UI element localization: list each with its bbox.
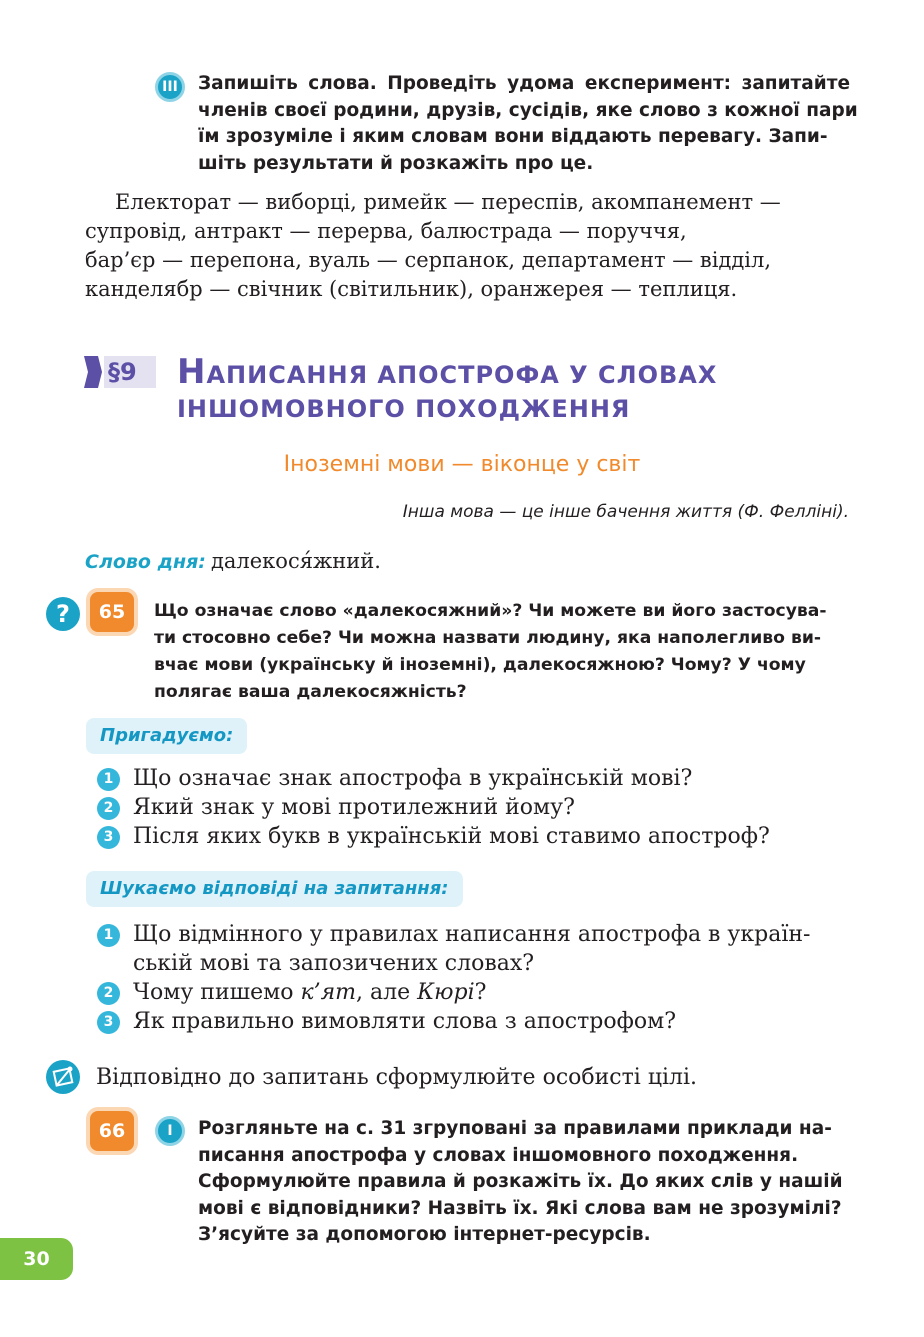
epigraph: Інша мова — це інше бачення життя (Ф. Фелліні).	[402, 502, 849, 522]
word-of-day-label: Слово дня:	[85, 551, 206, 573]
recall-num: 1	[97, 768, 120, 791]
search-item-1	[133, 920, 810, 978]
task-number-badge: 65	[90, 592, 134, 632]
goals-icon	[46, 1060, 80, 1094]
search-item-1-line: ській мові та запозичених словах?	[133, 951, 535, 976]
task66-line: Сформулюйте правила й розкажіть їх. До яких слів у нашій	[198, 1171, 843, 1192]
task65-line: ти стосовно себе? Чи можна назвати людину, яка наполегливо ви-	[154, 628, 822, 648]
task65-line: вчає мови (українську й іноземні), далекосяжною? Чому? У чому	[154, 655, 806, 675]
task-level-badge: I	[155, 1116, 185, 1146]
words-paragraph	[85, 188, 850, 304]
words-line: канделябр — свічник (світильник), оранжерея — теплиця.	[85, 277, 738, 301]
search-item-2-word: к’ят	[300, 980, 357, 1005]
words-line: супровід, антракт — перерва, балюстрада — поруччя,	[85, 219, 687, 243]
search-item-2-mid: , але	[356, 980, 418, 1005]
task66-text	[198, 1116, 850, 1249]
task66-line: мові є відповідники? Назвіть їх. Які слова вам не зрозумілі?	[198, 1197, 842, 1219]
search-num: 3	[97, 1011, 120, 1034]
recall-num: 3	[97, 826, 120, 849]
word-of-day-word: далекося́жний.	[210, 549, 381, 573]
section-marker	[84, 356, 156, 388]
task65-line: Що означає слово «далекосяжний»? Чи можете ви його застосува-	[154, 601, 827, 621]
search-item-2-post: ?	[474, 980, 487, 1005]
task65-text	[154, 598, 854, 706]
task66-line: Розгляньте на с. 31 згруповані за правилами приклади на-	[198, 1118, 832, 1139]
recall-item: Який знак у мові протилежний йому?	[133, 795, 575, 820]
words-line: бар’єр — перепона, вуаль — серпанок, департамент — відділ,	[85, 248, 772, 272]
search-num: 1	[97, 924, 120, 947]
section-title-cap: Н	[177, 352, 207, 392]
recall-item: Що означає знак апострофа в українській мові?	[133, 766, 693, 791]
section-title-line2-text: ІНШОМОВНОГО ПОХОДЖЕННЯ	[177, 395, 631, 423]
task-top-text	[198, 71, 858, 177]
task-number-badge: 66	[90, 1111, 134, 1151]
task-top-line: Запишіть слова. Проведіть удома експеримент: запитайте	[198, 73, 850, 94]
search-item-1-line: Що відмінного у правилах написання апострофа в україн-	[133, 922, 811, 947]
goals-text: Відповідно до запитань сформулюйте особисті цілі.	[96, 1065, 698, 1090]
search-item-2	[133, 978, 486, 1007]
section-number: §9	[108, 358, 137, 386]
question-icon: ?	[46, 597, 80, 631]
section-title-line2	[177, 392, 630, 426]
task-top-line: їм зрозуміле і яким словам вони віддають перевагу. Запи-	[198, 126, 828, 147]
task-top-line: шіть результати й розкажіть про це.	[198, 152, 594, 174]
words-line: Електорат — виборці, римейк — переспів, акомпанемент —	[115, 190, 781, 214]
recall-label: Пригадуємо:	[86, 718, 247, 754]
page-number: 30	[0, 1238, 73, 1280]
search-item-2-word: Кюрі	[417, 980, 475, 1005]
word-of-day	[85, 549, 381, 573]
task65-line: полягає ваша далекосяжність?	[154, 682, 467, 702]
task-top-line: членів своєї родини, друзів, сусідів, яке слово з кожної пари	[198, 99, 858, 121]
search-item-3: Як правильно вимовляти слова з апострофом?	[133, 1009, 676, 1034]
search-item-2-pre: Чому пишемо	[133, 980, 301, 1005]
search-label: Шукаємо відповіді на запитання:	[86, 871, 463, 907]
recall-item: Після яких букв в українській мові ставимо апостроф?	[133, 824, 770, 849]
section-title-rest: АПИСАННЯ АПОСТРОФА У СЛОВАХ	[206, 361, 718, 389]
task66-line: писання апострофа у словах іншомовного походження.	[198, 1144, 799, 1166]
search-num: 2	[97, 982, 120, 1005]
task66-line: З’ясуйте за допомогою інтернет-ресурсів.	[198, 1224, 651, 1245]
recall-num: 2	[97, 797, 120, 820]
target-icon	[46, 1060, 80, 1094]
subtitle: Іноземні мови — віконце у світ	[283, 452, 641, 477]
task-level-badge: III	[155, 72, 185, 102]
